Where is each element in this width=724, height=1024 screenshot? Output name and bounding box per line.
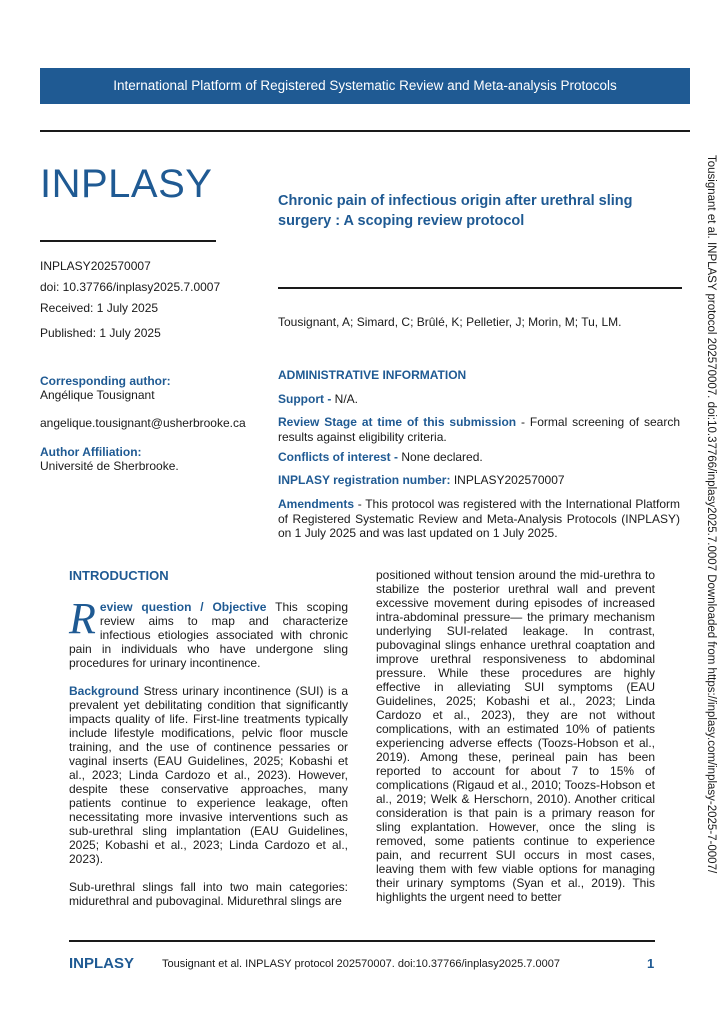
support-label: Support - bbox=[278, 392, 332, 406]
affiliation-label: Author Affiliation: bbox=[40, 445, 142, 459]
corresponding-name: Angélique Tousignant bbox=[40, 388, 155, 402]
affiliation-value: Université de Sherbrooke. bbox=[40, 459, 179, 473]
page-number: 1 bbox=[647, 956, 655, 971]
stage-value: - Formal screening of search results against eligibility criteria. bbox=[278, 415, 680, 444]
header-rule bbox=[40, 130, 690, 132]
column-2-text: positioned without tension around the mid-urethra to stabilize the posterior urethral wall and prevent excessive movement during episodes of increased intra-abdominal pressure— the primary mechanism underlying SUI-related leakage. In contrast, pubovaginal slings enhance urethral coaptation and improve urethral responsiveness to abdominal pressure. While these procedures are highly effective in alleviating SUI symptoms (EAU Guidelines, 2025; Kobashi et al., 2023; Linda Cardozo et al., 2023), they are not without complications, with an estimated 10% of patients experiencing adverse effects (Toozs-Hobson et al., 2019). Among these, perineal pain has been reported to account for about 7 to 15% of complications (Rigaud et al., 2010; Toozs-Hobson et al., 2019; Welk & Herschorn, 2010). Another critical consideration is that pain is a primary reason for sling explantation. However, once the sling is removed, some patients continue to experience pain, and recurrent SUI occurs in most cases, leaving them with few viable options for managing their urinary symptoms (Syan et al., 2019). This highlights the urgent need to better bbox=[376, 568, 655, 904]
conflicts-value: None declared. bbox=[398, 450, 483, 464]
amend-label: Amendments bbox=[278, 497, 355, 511]
author-list: Tousignant, A; Simard, C; Brûlé, K; Pelletier, J; Morin, M; Tu, LM. bbox=[278, 315, 622, 329]
journal-banner: International Platform of Registered Systematic Review and Meta-analysis Protocols bbox=[40, 68, 690, 104]
corresponding-block bbox=[40, 374, 265, 474]
corresponding-label: Corresponding author: bbox=[40, 374, 171, 388]
received-date: Received: 1 July 2025 bbox=[40, 301, 159, 315]
reg-label: INPLASY registration number: bbox=[278, 473, 451, 487]
footer-brand: INPLASY bbox=[69, 955, 135, 972]
registration-id: INPLASY202570007 bbox=[40, 259, 151, 273]
corresponding-email: angelique.tousignant@usherbrooke.ca bbox=[40, 416, 246, 430]
doi: doi: 10.37766/inplasy2025.7.0007 bbox=[40, 280, 221, 294]
footer-citation: Tousignant et al. INPLASY protocol 202570007. doi:10.37766/inplasy2025.7.0007 bbox=[162, 958, 560, 970]
review-question-text: This scoping review aims to map and characterize infectious etiologies associated with chronic pain in individuals who have undergone sling procedures for urinary incontinence. bbox=[69, 600, 348, 670]
admin-heading: ADMINISTRATIVE INFORMATION bbox=[278, 368, 467, 382]
dropcap-letter: R bbox=[69, 594, 96, 643]
admin-support bbox=[278, 392, 680, 407]
slings-paragraph: Sub-urethral slings fall into two main categories: midurethral and pubovaginal. Midurethral slings are bbox=[69, 880, 348, 908]
review-question-paragraph bbox=[69, 594, 348, 670]
background-paragraph bbox=[69, 684, 348, 866]
brand-rule bbox=[40, 240, 216, 242]
background-label: Background bbox=[69, 684, 140, 698]
brand-logo-text: INPLASY bbox=[40, 162, 213, 206]
admin-registration bbox=[278, 473, 680, 488]
stage-label: Review Stage at time of this submission bbox=[278, 415, 517, 429]
title-rule bbox=[278, 287, 682, 289]
support-value: N/A. bbox=[334, 392, 359, 406]
reg-value: INPLASY202570007 bbox=[450, 473, 565, 487]
body-column-1 bbox=[69, 568, 348, 908]
amend-value: - This protocol was registered with the International Platform of Registered Systematic Review and Meta-Analysis Protocols (INPLASY) on 1 July 2025 and was last updated on 1 July 2025. bbox=[278, 497, 680, 540]
article-title: Chronic pain of infectious origin after urethral sling surgery : A scoping review protocol bbox=[278, 193, 633, 229]
review-question-label: eview question / Objective bbox=[99, 600, 267, 614]
body-column-2 bbox=[376, 568, 655, 904]
conflicts-label: Conflicts of interest - bbox=[278, 450, 399, 464]
admin-amendments bbox=[278, 497, 680, 541]
introduction-heading: INTRODUCTION bbox=[69, 568, 169, 583]
admin-stage bbox=[278, 415, 680, 444]
admin-conflicts bbox=[278, 450, 680, 465]
background-text: Stress urinary incontinence (SUI) is a prevalent yet debilitating condition that significantly impacts quality of life. First-line treatments typically include lifestyle modifications, pelvic floor muscle training, and the use of continence pessaries or vaginal inserts (EAU Guidelines, 2025; Kobashi et al., 2023; Linda Cardozo et al., 2023). However, despite these conservative approaches, many patients continue to experience leakage, often necessitating more invasive interventions such as sub-urethral sling implantation (EAU Guidelines, 2025; Kobashi et al., 2023; Linda Cardozo et al., 2023). bbox=[69, 684, 348, 866]
published-date: Published: 1 July 2025 bbox=[40, 326, 161, 340]
side-citation: Tousignant et al. INPLASY protocol 202570007. doi:10.37766/inplasy2025.7.0007 Downloaded from https://inplasy.com/inplasy-2025-7-0007/ bbox=[705, 155, 717, 874]
footer-rule bbox=[69, 940, 655, 942]
